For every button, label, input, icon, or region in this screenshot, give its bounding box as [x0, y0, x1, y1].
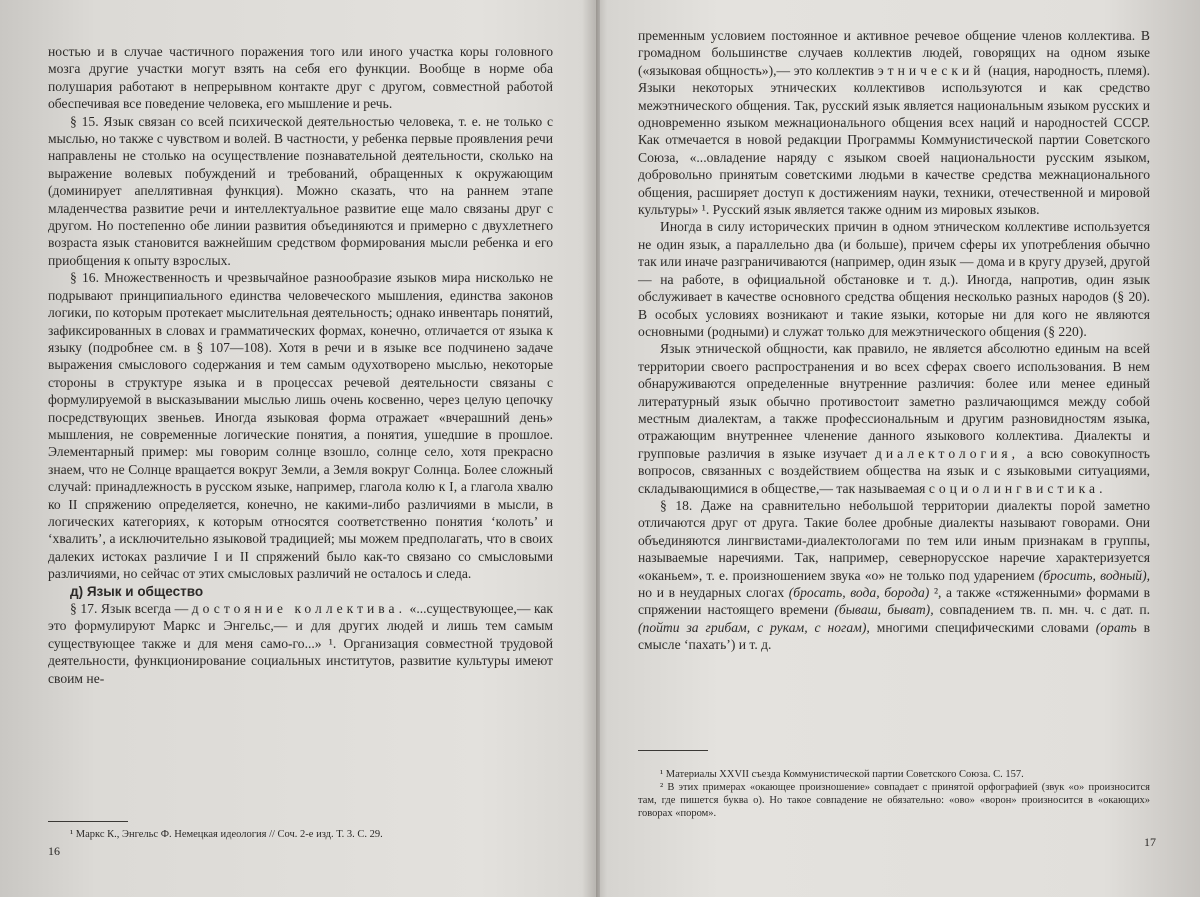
p4-example-5: (орать [1095, 619, 1137, 635]
p4-example-3: (бываш, быват), [834, 602, 934, 618]
p3-spaced-dialectology: диалектология, [874, 445, 1020, 461]
p4-mid-2: ², а также «стяженными» формами в спряжении настоящего времени [638, 585, 1150, 618]
footnote-rule [638, 750, 708, 751]
p4-end: в смысле ‘пахать’) и т. д. [638, 619, 1150, 653]
p1-lead: пременным условием постоянное и активное речевое общение членов коллектива. В громадном большинстве случаев коллектив людей, говорящих на одном языке («языковая общность»),— это коллектив [638, 28, 1150, 78]
paragraph-section-18 [638, 497, 1150, 654]
footnote-2: ² В этих примерах «окающее произношение» совпадает с принятой орфографией (звук «о» произносится там, где пишется буква о). Но такое совпадение не обязательно: «ово» «ворон» произносится в «окающих» говорах «пором». [638, 782, 1150, 819]
p4-example-4: (пойти за грибам, с рукам, с ногам), [638, 619, 870, 635]
p3-lead: Язык этнической общности, как правило, не является абсолютно единым на всей территории своего распространения и во всех сферах своего использования. В нем обнаруживаются определенные внутренние различия: более или менее единый литературный язык обычно противостоит заметно различающимся между собой местным диалектам, а также профессиональным и другим разновидностям языка, отражающим внутреннее членение данного языкового коллектива. Диалекты и групповые различия в языке изучает [638, 341, 1150, 461]
paragraph-section-16: § 16. Множественность и чрезвычайное разнообразие языков мира нисколько не подрывают принципиального единства человеческого мышления, единства законов логики, по которым протекает мыслительная деятельность; однако инвентарь понятий, зафиксированных в словах и грамматических формах, конечно, отличается от языка к языку (подробнее см. в § 107—108). Хотя в речи и в языке все подчинено задаче выражения смыслового содержания и тем самым одухотворено мыслью, некоторые стороны в структуре языка и в процессах речевой деятельности связаны с формулируемой в высказывании мыслью лишь очень косвенно, через целую цепочку посредствующих звеньев. Иногда языковая форма отражает «вчерашний день» мышления, не современные логические понятия, а понятия, ушедшие в прошлое. Элементарный пример: мы говорим солнце взошло, солнце село, хотя прекрасно знаем, что не Солнце вращается вокруг Земли, а Земля вокруг Солнца. Более сложный случай: принадлежность в русском языке, например, глагола колю к I, а глагола хвалю ко II спряжению определяется, конечно, не какими-либо различиями в мысли, в логических категориях, к которым относятся соответственно понятия ‘колоть’ и ‘хвалить’, а исключительно языковой традицией; мы можем предполагать, что в своих далеких истоках различие I и II спряжений было как-то связано со смысловыми различиями, но сейчас от этих смысловых различий не осталось и следа. [48, 270, 553, 582]
p1-rest: (нация, народность, племя). Языки некоторых этнических коллективов используются и как средство межэтнического общения. Так, русский язык является национальным языком русских и одновременно языком межнационального общения всех наций и народностей СССР. Как отмечается в новой редакции Программы Коммунистической партии Советского Союза, «...овладение наряду с языком своей национальности русским языком, добровольно принятым советскими людьми в качестве средства межнационального общения, расширяет доступ к достижениям науки, техники, отечественной и мировой культуры» ¹. Русский язык является также одним из мировых языков. [638, 62, 1150, 218]
left-page [0, 0, 596, 897]
left-page-text [48, 43, 553, 687]
paragraph-section-15: § 15. Язык связан со всей психической деятельностью человека, т. е. не только с мыслью, но также с чувством и волей. В частности, у ребенка первые проявления речи направлены не столько на осуществление познавательной деятельности, сколько на выражение волевых побуждений и требований, обращенных к окружающим (доминирует апеллятивная функция). Можно сказать, что на раннем этапе младенчества развитие речи и интеллектуальное развитие еще мало связаны друг с другом. Но постепенно обе линии развития объединяются и примерно с двухлетнего возраста язык становится важнейшим средством формирования мысли ребенка и его приобщения к опыту взрослых. [48, 113, 553, 268]
p4-mid-4: многими специфическими словами [876, 619, 1089, 635]
paragraph-continued [638, 27, 1150, 218]
p4-example-1: (бросить, водный), [1038, 567, 1150, 583]
p4-mid-3: совпадением тв. п. мн. ч. с дат. п. [939, 602, 1151, 618]
section-heading: д) Язык и общество [70, 583, 204, 599]
footnote-rule [48, 821, 128, 822]
p1-spaced-term: этнический [877, 62, 985, 78]
page-number-left: 16 [48, 844, 60, 858]
footnotes [638, 768, 1150, 820]
p17-rest: «...существующее,— как это формулируют Маркс и Энгельс,— и для других людей и лишь тем самым существующее также и для меня само-го...» ¹. Организация совместной трудовой деятельности, функционирование социальных институтов, развитие культуры имеют своим не- [48, 601, 554, 686]
paragraph-continued: ностью и в случае частичного поражения того или иного участка коры головного мозга другие участки могут взять на себя его функции. Вообще в норме оба полушария работают в непрерывном контакте друг с другом, совместной работой обеспечивая все поведение человека, его мышление и речь. [48, 44, 553, 112]
p4-mid-1: но и в неударных слогах [638, 585, 785, 600]
p17-lead: § 17. Язык всегда — [70, 601, 189, 616]
footnote: ¹ Маркс К., Энгельс Ф. Немецкая идеология // Соч. 2-е изд. Т. 3. С. 29. [70, 829, 383, 840]
right-page [600, 0, 1200, 897]
right-page-text [638, 27, 1150, 654]
paragraph-two-languages: Иногда в силу исторических причин в одном этническом коллективе используется не один язык, а параллельно два (и больше), причем сферы их употребления обычно так или иначе разграничиваются (например, один язык — дома и в кругу друзей, другой — на работе, в официальной обстановке и т. д.). Иногда, напротив, один язык обслуживает в качестве основного средства общения несколько разных народов (§ 20). В особых условиях возникают и такие языки, которые ни для кого не являются основными (родными) и служат только для межэтнического общения (§ 220). [638, 219, 1150, 339]
footnote-1: ¹ Материалы XXVII съезда Коммунистической партии Советского Союза. С. 157. [660, 769, 1024, 780]
paragraph-dialects [638, 340, 1150, 497]
p3-mid: а всю совокупность вопросов, связанных с воздействием общества на язык и с языковыми ситуациями, складывающимися в обществе,— так называемая [638, 445, 1150, 496]
p4-lead: § 18. Даже на сравнительно небольшой территории диалекты порой заметно отличаются друг от друга. Такие более дробные диалекты называют говорами. Они объединяются лингвистами-диалектологами по тем или иным признакам в группы, называемые наречиями. Так, например, севернорусское наречие характеризуется «оканьем», т. е. произношением звука «о» не только под ударением [638, 497, 1150, 583]
p17-spaced-term: достояние коллектива. [191, 601, 406, 616]
p4-example-2: (бросать, вода, борода) [788, 585, 930, 600]
page-number-right: 17 [1144, 835, 1156, 849]
paragraph-section-17 [48, 600, 553, 687]
p3-spaced-sociolinguistics: социолингвистика. [928, 480, 1107, 496]
